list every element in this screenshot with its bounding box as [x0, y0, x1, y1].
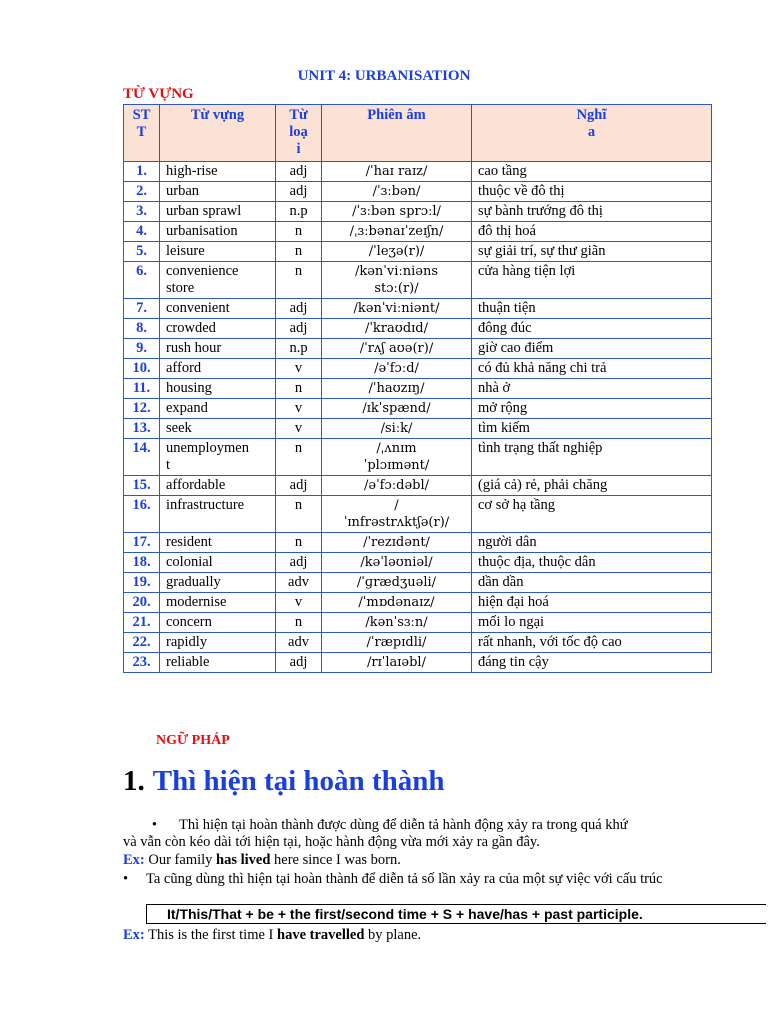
example-highlight: has lived — [216, 852, 271, 868]
meaning: đông đúc — [472, 319, 712, 339]
meaning: rất nhanh, với tốc độ cao — [472, 633, 712, 653]
vocab-word: gradually — [160, 573, 276, 593]
pronunciation: /ˌɜːbənaɪˈzeɪʃn/ — [322, 222, 472, 242]
example-highlight: have travelled — [277, 927, 365, 943]
table-row — [124, 162, 712, 182]
pronunciation: /ˈɜːbən/ — [322, 182, 472, 202]
word-type: n — [276, 613, 322, 633]
row-number: 16. — [124, 496, 160, 533]
meaning: dần dần — [472, 573, 712, 593]
vocab-word: rapidly — [160, 633, 276, 653]
vocab-word: colonial — [160, 553, 276, 573]
vocab-word: afford — [160, 359, 276, 379]
vocab-word: housing — [160, 379, 276, 399]
header-no: ST T — [124, 105, 160, 162]
meaning: thuộc địa, thuộc dân — [472, 553, 712, 573]
pronunciation: / ˈɪnfrəstrʌktʃə(r)/ — [322, 496, 472, 533]
vocab-word: expand — [160, 399, 276, 419]
row-number: 9. — [124, 339, 160, 359]
vocab-word: urban — [160, 182, 276, 202]
bullet-icon: • — [123, 871, 129, 887]
table-row — [124, 359, 712, 379]
vocabulary-table-body — [124, 162, 712, 673]
table-row — [124, 242, 712, 262]
pronunciation: /ˌʌnɪm ˈplɔɪmənt/ — [322, 439, 472, 476]
vocab-word: urbanisation — [160, 222, 276, 242]
row-number: 5. — [124, 242, 160, 262]
word-type: adv — [276, 573, 322, 593]
meaning: sự giải trí, sự thư giãn — [472, 242, 712, 262]
table-row — [124, 222, 712, 242]
paragraph-structure-text: Ta cũng dùng thì hiện tại hoàn thành để diễn tả số lần xảy ra của một sự việc với cấu trúc — [146, 871, 663, 887]
paragraph-structure — [123, 871, 713, 888]
table-row — [124, 476, 712, 496]
word-type: n — [276, 262, 322, 299]
vocab-word: resident — [160, 533, 276, 553]
section-title-text: Thì hiện tại hoàn thành — [152, 765, 445, 797]
vocab-word: concern — [160, 613, 276, 633]
unit-title: UNIT 4: URBANISATION — [297, 68, 471, 84]
row-number: 8. — [124, 319, 160, 339]
example-1: Ex: Our family has lived here since I was born. — [123, 852, 401, 868]
word-type: v — [276, 359, 322, 379]
pronunciation: /ˈhaʊzɪŋ/ — [322, 379, 472, 399]
word-type: n — [276, 242, 322, 262]
word-type: v — [276, 399, 322, 419]
table-row — [124, 613, 712, 633]
meaning: mở rộng — [472, 399, 712, 419]
meaning: tình trạng thất nghiệp — [472, 439, 712, 476]
pronunciation: /ˈleʒə(r)/ — [322, 242, 472, 262]
word-type: adv — [276, 633, 322, 653]
row-number: 15. — [124, 476, 160, 496]
row-number: 12. — [124, 399, 160, 419]
table-row — [124, 533, 712, 553]
pronunciation: /ˈɡrædʒuəli/ — [322, 573, 472, 593]
word-type: adj — [276, 182, 322, 202]
row-number: 18. — [124, 553, 160, 573]
row-number: 1. — [124, 162, 160, 182]
table-row — [124, 496, 712, 533]
word-type: n — [276, 533, 322, 553]
meaning: giờ cao điểm — [472, 339, 712, 359]
pronunciation: /ɪkˈspænd/ — [322, 399, 472, 419]
pronunciation: /ˈmɒdənaɪz/ — [322, 593, 472, 613]
meaning: hiện đại hoá — [472, 593, 712, 613]
meaning: tìm kiếm — [472, 419, 712, 439]
header-word: Từ vựng — [160, 105, 276, 162]
word-type: n.p — [276, 202, 322, 222]
row-number: 11. — [124, 379, 160, 399]
row-number: 4. — [124, 222, 160, 242]
header-word-type: Từ loạ i — [276, 105, 322, 162]
section-number: 1. — [123, 765, 145, 797]
pronunciation: /kəˈləʊniəl/ — [322, 553, 472, 573]
word-type: n.p — [276, 339, 322, 359]
table-row — [124, 319, 712, 339]
example-label: Ex: — [123, 852, 145, 868]
meaning: đáng tin cậy — [472, 653, 712, 673]
pronunciation: /ˈkraʊdɪd/ — [322, 319, 472, 339]
vocab-word: urban sprawl — [160, 202, 276, 222]
table-row — [124, 299, 712, 319]
meaning: thuộc về đô thị — [472, 182, 712, 202]
row-number: 10. — [124, 359, 160, 379]
row-number: 17. — [124, 533, 160, 553]
row-number: 23. — [124, 653, 160, 673]
pronunciation: /rɪˈlaɪəbl/ — [322, 653, 472, 673]
table-row — [124, 262, 712, 299]
word-type: adj — [276, 319, 322, 339]
meaning: nhà ở — [472, 379, 712, 399]
table-row — [124, 419, 712, 439]
grammar-heading: NGỮ PHÁP — [156, 733, 230, 748]
pronunciation: /əˈfɔːdəbl/ — [322, 476, 472, 496]
word-type: n — [276, 439, 322, 476]
vocabulary-table — [123, 104, 712, 673]
vocab-word: modernise — [160, 593, 276, 613]
row-number: 13. — [124, 419, 160, 439]
word-type: adj — [276, 653, 322, 673]
table-row — [124, 339, 712, 359]
row-number: 6. — [124, 262, 160, 299]
vocab-word: rush hour — [160, 339, 276, 359]
table-header-row — [124, 105, 712, 162]
pronunciation: /ˈræpɪdli/ — [322, 633, 472, 653]
meaning: cao tầng — [472, 162, 712, 182]
word-type: n — [276, 222, 322, 242]
word-type: adj — [276, 553, 322, 573]
paragraph-usage-line1: Thì hiện tại hoàn thành được dùng để diễn tả hành động xảy ra trong quá khứ — [179, 817, 628, 833]
section-title — [123, 765, 444, 798]
table-row — [124, 633, 712, 653]
pronunciation: /ˈrʌʃ aʊə(r)/ — [322, 339, 472, 359]
word-type: v — [276, 593, 322, 613]
row-number: 19. — [124, 573, 160, 593]
vocab-word: seek — [160, 419, 276, 439]
table-row — [124, 593, 712, 613]
meaning: người dân — [472, 533, 712, 553]
meaning: thuận tiện — [472, 299, 712, 319]
table-row — [124, 182, 712, 202]
word-type: adj — [276, 299, 322, 319]
word-type: v — [276, 419, 322, 439]
table-row — [124, 553, 712, 573]
bullet-icon: • — [151, 817, 157, 833]
row-number: 21. — [124, 613, 160, 633]
row-number: 22. — [124, 633, 160, 653]
pronunciation: /ˈhaɪ raɪz/ — [322, 162, 472, 182]
row-number: 14. — [124, 439, 160, 476]
row-number: 7. — [124, 299, 160, 319]
vocab-word: high-rise — [160, 162, 276, 182]
formula-box: It/This/That + be + the first/second time + S + have/has + past participle. — [146, 904, 766, 924]
word-type: n — [276, 379, 322, 399]
meaning: cơ sở hạ tầng — [472, 496, 712, 533]
meaning: (giá cả) rẻ, phải chăng — [472, 476, 712, 496]
word-type: adj — [276, 476, 322, 496]
vocab-word: reliable — [160, 653, 276, 673]
pronunciation: /kənˈviːniənt/ — [322, 299, 472, 319]
word-type: adj — [276, 162, 322, 182]
paragraph-usage — [123, 817, 713, 851]
meaning: đô thị hoá — [472, 222, 712, 242]
header-meaning: Nghĩ a — [472, 105, 712, 162]
vocab-word: infrastructure — [160, 496, 276, 533]
row-number: 20. — [124, 593, 160, 613]
table-row — [124, 399, 712, 419]
meaning: sự bành trướng đô thị — [472, 202, 712, 222]
pronunciation: /ˈrezɪdənt/ — [322, 533, 472, 553]
table-row — [124, 379, 712, 399]
word-type: n — [276, 496, 322, 533]
row-number: 2. — [124, 182, 160, 202]
pronunciation: /əˈfɔːd/ — [322, 359, 472, 379]
pronunciation: /siːk/ — [322, 419, 472, 439]
vocab-word: unemploymen t — [160, 439, 276, 476]
meaning: có đủ khả năng chi trả — [472, 359, 712, 379]
pronunciation: /kənˈviːniəns stɔː(r)/ — [322, 262, 472, 299]
vocab-word: leisure — [160, 242, 276, 262]
pronunciation: /kənˈsɜːn/ — [322, 613, 472, 633]
table-row — [124, 439, 712, 476]
paragraph-usage-line2: và vẫn còn kéo dài tới hiện tại, hoặc hành động vừa mới xảy ra gần đây. — [123, 834, 540, 850]
table-row — [124, 653, 712, 673]
meaning: cửa hàng tiện lợi — [472, 262, 712, 299]
vocab-word: crowded — [160, 319, 276, 339]
vocab-word: convenient — [160, 299, 276, 319]
pronunciation: /ˈɜːbən sprɔːl/ — [322, 202, 472, 222]
example-2: Ex: This is the first time I have travelled by plane. — [123, 927, 422, 943]
row-number: 3. — [124, 202, 160, 222]
meaning: mối lo ngại — [472, 613, 712, 633]
example-label: Ex: — [123, 927, 145, 943]
table-row — [124, 573, 712, 593]
vocab-word: affordable — [160, 476, 276, 496]
vocab-word: convenience store — [160, 262, 276, 299]
vocabulary-heading: TỪ VỰNG — [123, 86, 194, 102]
header-pronunciation: Phiên âm — [322, 105, 472, 162]
table-row — [124, 202, 712, 222]
